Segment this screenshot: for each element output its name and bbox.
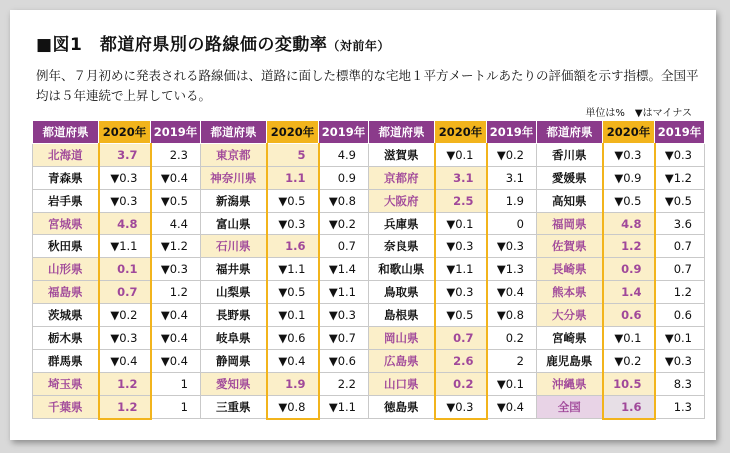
value-2019-cell: 0.7 — [655, 235, 705, 258]
value-2019-cell: ▼0.4 — [151, 349, 201, 372]
value-2020-cell: ▼1.1 — [99, 235, 151, 258]
value-2020-cell: ▼0.3 — [435, 235, 487, 258]
value-2020-cell: ▼0.3 — [435, 395, 487, 418]
value-2020-cell: ▼0.9 — [603, 166, 655, 189]
pref-name-cell: 和歌山県 — [369, 258, 435, 281]
value-2019-cell: 2.2 — [319, 372, 369, 395]
header-2019: 2019年 — [655, 121, 705, 144]
title-sub: （対前年） — [327, 39, 390, 53]
pref-name-cell: 三重県 — [201, 395, 267, 418]
value-2020-cell: 1.9 — [267, 372, 319, 395]
pref-name-cell: 兵庫県 — [369, 212, 435, 235]
value-2020-cell: ▼0.1 — [435, 212, 487, 235]
pref-name-cell: 香川県 — [537, 143, 603, 166]
pref-name-cell: 佐賀県 — [537, 235, 603, 258]
value-2020-cell: 0.1 — [99, 258, 151, 281]
pref-name-cell: 島根県 — [369, 304, 435, 327]
value-2020-cell: ▼0.2 — [603, 349, 655, 372]
value-2020-cell: 0.7 — [99, 281, 151, 304]
value-2020-cell: ▼0.2 — [99, 304, 151, 327]
header-2020: 2020年 — [435, 121, 487, 144]
value-2019-cell: ▼1.4 — [319, 258, 369, 281]
header-2019: 2019年 — [487, 121, 537, 144]
pref-name-cell: 群馬県 — [33, 349, 99, 372]
value-2019-cell: ▼0.3 — [655, 143, 705, 166]
value-2019-cell: ▼1.1 — [319, 281, 369, 304]
value-2019-cell: 0.6 — [655, 304, 705, 327]
unit-note: 単位は% ▼はマイナス — [585, 108, 692, 119]
value-2019-cell: ▼1.3 — [487, 258, 537, 281]
pref-name-cell: 広島県 — [369, 349, 435, 372]
table-row — [33, 372, 705, 395]
value-2020-cell: ▼0.6 — [267, 327, 319, 350]
figure-title — [36, 30, 390, 55]
value-2019-cell: ▼0.4 — [151, 304, 201, 327]
value-2020-cell: 4.8 — [603, 212, 655, 235]
value-2020-cell: 1.6 — [267, 235, 319, 258]
value-2019-cell: 0.9 — [319, 166, 369, 189]
value-2020-cell: ▼0.5 — [603, 189, 655, 212]
pref-name-cell: 富山県 — [201, 212, 267, 235]
header-row — [33, 121, 705, 144]
value-2020-cell: ▼1.1 — [267, 258, 319, 281]
value-2020-cell: ▼0.3 — [603, 143, 655, 166]
value-2019-cell: ▼0.6 — [319, 349, 369, 372]
header-2019: 2019年 — [151, 121, 201, 144]
value-2020-cell: ▼0.3 — [99, 166, 151, 189]
value-2020-cell: 0.7 — [435, 327, 487, 350]
value-2020-cell: ▼0.3 — [267, 212, 319, 235]
value-2020-cell: ▼0.5 — [267, 189, 319, 212]
value-2020-cell: 1.2 — [603, 235, 655, 258]
value-2019-cell: 4.9 — [319, 143, 369, 166]
table-row — [33, 143, 705, 166]
pref-name-cell: 福島県 — [33, 281, 99, 304]
value-2019-cell: ▼0.8 — [487, 304, 537, 327]
value-2019-cell: ▼0.3 — [655, 349, 705, 372]
header-pref: 都道府県 — [369, 121, 435, 144]
value-2019-cell: 4.4 — [151, 212, 201, 235]
value-2020-cell: ▼0.1 — [267, 304, 319, 327]
table-row — [33, 327, 705, 350]
value-2019-cell: 3.1 — [487, 166, 537, 189]
pref-name-cell: 山梨県 — [201, 281, 267, 304]
value-2020-cell: 1.2 — [99, 395, 151, 418]
header-2020: 2020年 — [603, 121, 655, 144]
pref-name-cell: 埼玉県 — [33, 372, 99, 395]
pref-name-cell: 茨城県 — [33, 304, 99, 327]
pref-name-cell: 新潟県 — [201, 189, 267, 212]
value-2019-cell: ▼1.1 — [319, 395, 369, 418]
header-2019: 2019年 — [319, 121, 369, 144]
value-2019-cell: ▼0.3 — [151, 258, 201, 281]
value-2020-cell: ▼0.3 — [435, 281, 487, 304]
pref-name-cell: 岡山県 — [369, 327, 435, 350]
value-2019-cell: ▼0.2 — [319, 212, 369, 235]
pref-name-cell: 山口県 — [369, 372, 435, 395]
pref-name-cell: 大分県 — [537, 304, 603, 327]
pref-name-cell: 山形県 — [33, 258, 99, 281]
value-2019-cell: ▼0.4 — [487, 395, 537, 418]
pref-name-cell: 長野県 — [201, 304, 267, 327]
table-row — [33, 258, 705, 281]
table-row — [33, 212, 705, 235]
value-2020-cell: ▼0.5 — [435, 304, 487, 327]
value-2020-cell: 3.7 — [99, 143, 151, 166]
pref-name-cell: 高知県 — [537, 189, 603, 212]
value-2019-cell: 0.7 — [655, 258, 705, 281]
value-2020-cell: ▼0.4 — [267, 349, 319, 372]
table-row — [33, 304, 705, 327]
value-2020-cell: ▼0.8 — [267, 395, 319, 418]
title-main: ■図1 都道府県別の路線価の変動率 — [36, 35, 328, 55]
pref-name-cell: 秋田県 — [33, 235, 99, 258]
value-2020-cell: 2.5 — [435, 189, 487, 212]
pref-name-cell: 鳥取県 — [369, 281, 435, 304]
rosenka-table — [32, 120, 705, 420]
pref-name-cell: 滋賀県 — [369, 143, 435, 166]
value-2019-cell: 2 — [487, 349, 537, 372]
value-2020-cell: ▼0.5 — [267, 281, 319, 304]
figure-card — [10, 10, 716, 440]
pref-name-cell: 福井県 — [201, 258, 267, 281]
pref-name-cell: 奈良県 — [369, 235, 435, 258]
pref-name-cell: 神奈川県 — [201, 166, 267, 189]
table-row — [33, 189, 705, 212]
header-2020: 2020年 — [267, 121, 319, 144]
pref-name-cell: 岩手県 — [33, 189, 99, 212]
value-2019-cell: 1.9 — [487, 189, 537, 212]
value-2020-cell: 3.1 — [435, 166, 487, 189]
value-2019-cell: 1.2 — [151, 281, 201, 304]
value-2019-cell: 8.3 — [655, 372, 705, 395]
value-2019-cell: ▼0.3 — [319, 304, 369, 327]
value-2020-cell: ▼0.1 — [435, 143, 487, 166]
value-2019-cell: ▼0.4 — [487, 281, 537, 304]
pref-name-cell: 宮崎県 — [537, 327, 603, 350]
value-2020-cell: 4.8 — [99, 212, 151, 235]
value-2020-cell: ▼0.3 — [99, 189, 151, 212]
value-2020-cell: 1.4 — [603, 281, 655, 304]
pref-name-cell: 千葉県 — [33, 395, 99, 418]
value-2019-cell: 1.3 — [655, 395, 705, 418]
pref-name-cell: 栃木県 — [33, 327, 99, 350]
pref-name-cell: 宮城県 — [33, 212, 99, 235]
pref-name-cell: 東京都 — [201, 143, 267, 166]
value-2019-cell: ▼1.2 — [655, 166, 705, 189]
table-row — [33, 281, 705, 304]
value-2019-cell: 2.3 — [151, 143, 201, 166]
value-2020-cell: 5 — [267, 143, 319, 166]
pref-name-cell: 愛知県 — [201, 372, 267, 395]
value-2020-cell: ▼1.1 — [435, 258, 487, 281]
value-2020-cell: 2.6 — [435, 349, 487, 372]
value-2020-cell: 10.5 — [603, 372, 655, 395]
value-2019-cell: 0.7 — [319, 235, 369, 258]
pref-name-cell: 福岡県 — [537, 212, 603, 235]
value-2019-cell: ▼0.4 — [151, 166, 201, 189]
value-2020-cell: 0.2 — [435, 372, 487, 395]
pref-name-cell: 京都府 — [369, 166, 435, 189]
pref-name-cell: 徳島県 — [369, 395, 435, 418]
value-2019-cell: 0 — [487, 212, 537, 235]
value-2019-cell: 3.6 — [655, 212, 705, 235]
pref-name-cell: 全国 — [537, 395, 603, 418]
pref-name-cell: 静岡県 — [201, 349, 267, 372]
pref-name-cell: 大阪府 — [369, 189, 435, 212]
pref-name-cell: 沖縄県 — [537, 372, 603, 395]
pref-name-cell: 石川県 — [201, 235, 267, 258]
value-2020-cell: 1.1 — [267, 166, 319, 189]
value-2019-cell: ▼0.1 — [655, 327, 705, 350]
table-row — [33, 349, 705, 372]
value-2019-cell: 1 — [151, 372, 201, 395]
value-2019-cell: ▼0.5 — [655, 189, 705, 212]
pref-name-cell: 鹿児島県 — [537, 349, 603, 372]
header-pref: 都道府県 — [537, 121, 603, 144]
table-row — [33, 166, 705, 189]
header-pref: 都道府県 — [201, 121, 267, 144]
pref-name-cell: 岐阜県 — [201, 327, 267, 350]
table-body — [33, 143, 705, 418]
value-2020-cell: 1.2 — [99, 372, 151, 395]
value-2019-cell: ▼0.7 — [319, 327, 369, 350]
value-2019-cell: ▼0.1 — [487, 372, 537, 395]
pref-name-cell: 北海道 — [33, 143, 99, 166]
value-2020-cell: 0.9 — [603, 258, 655, 281]
table-row — [33, 235, 705, 258]
value-2020-cell: 0.6 — [603, 304, 655, 327]
value-2019-cell: 0.2 — [487, 327, 537, 350]
value-2019-cell: ▼0.3 — [487, 235, 537, 258]
value-2019-cell: ▼0.8 — [319, 189, 369, 212]
value-2019-cell: ▼1.2 — [151, 235, 201, 258]
figure-description: 例年、７月初めに発表される路線価は、道路に面した標準的な宅地１平方メートルあたりの評価額を示す指標。全国平均は５年連続で上昇している。 — [36, 68, 699, 103]
value-2019-cell: 1.2 — [655, 281, 705, 304]
value-2019-cell: ▼0.5 — [151, 189, 201, 212]
value-2020-cell: ▼0.1 — [603, 327, 655, 350]
pref-name-cell: 長崎県 — [537, 258, 603, 281]
pref-name-cell: 熊本県 — [537, 281, 603, 304]
header-2020: 2020年 — [99, 121, 151, 144]
pref-name-cell: 青森県 — [33, 166, 99, 189]
table-row — [33, 395, 705, 418]
value-2019-cell: ▼0.4 — [151, 327, 201, 350]
pref-name-cell: 愛媛県 — [537, 166, 603, 189]
value-2020-cell: 1.6 — [603, 395, 655, 418]
header-pref: 都道府県 — [33, 121, 99, 144]
value-2020-cell: ▼0.4 — [99, 349, 151, 372]
value-2020-cell: ▼0.3 — [99, 327, 151, 350]
value-2019-cell: ▼0.2 — [487, 143, 537, 166]
value-2019-cell: 1 — [151, 395, 201, 418]
